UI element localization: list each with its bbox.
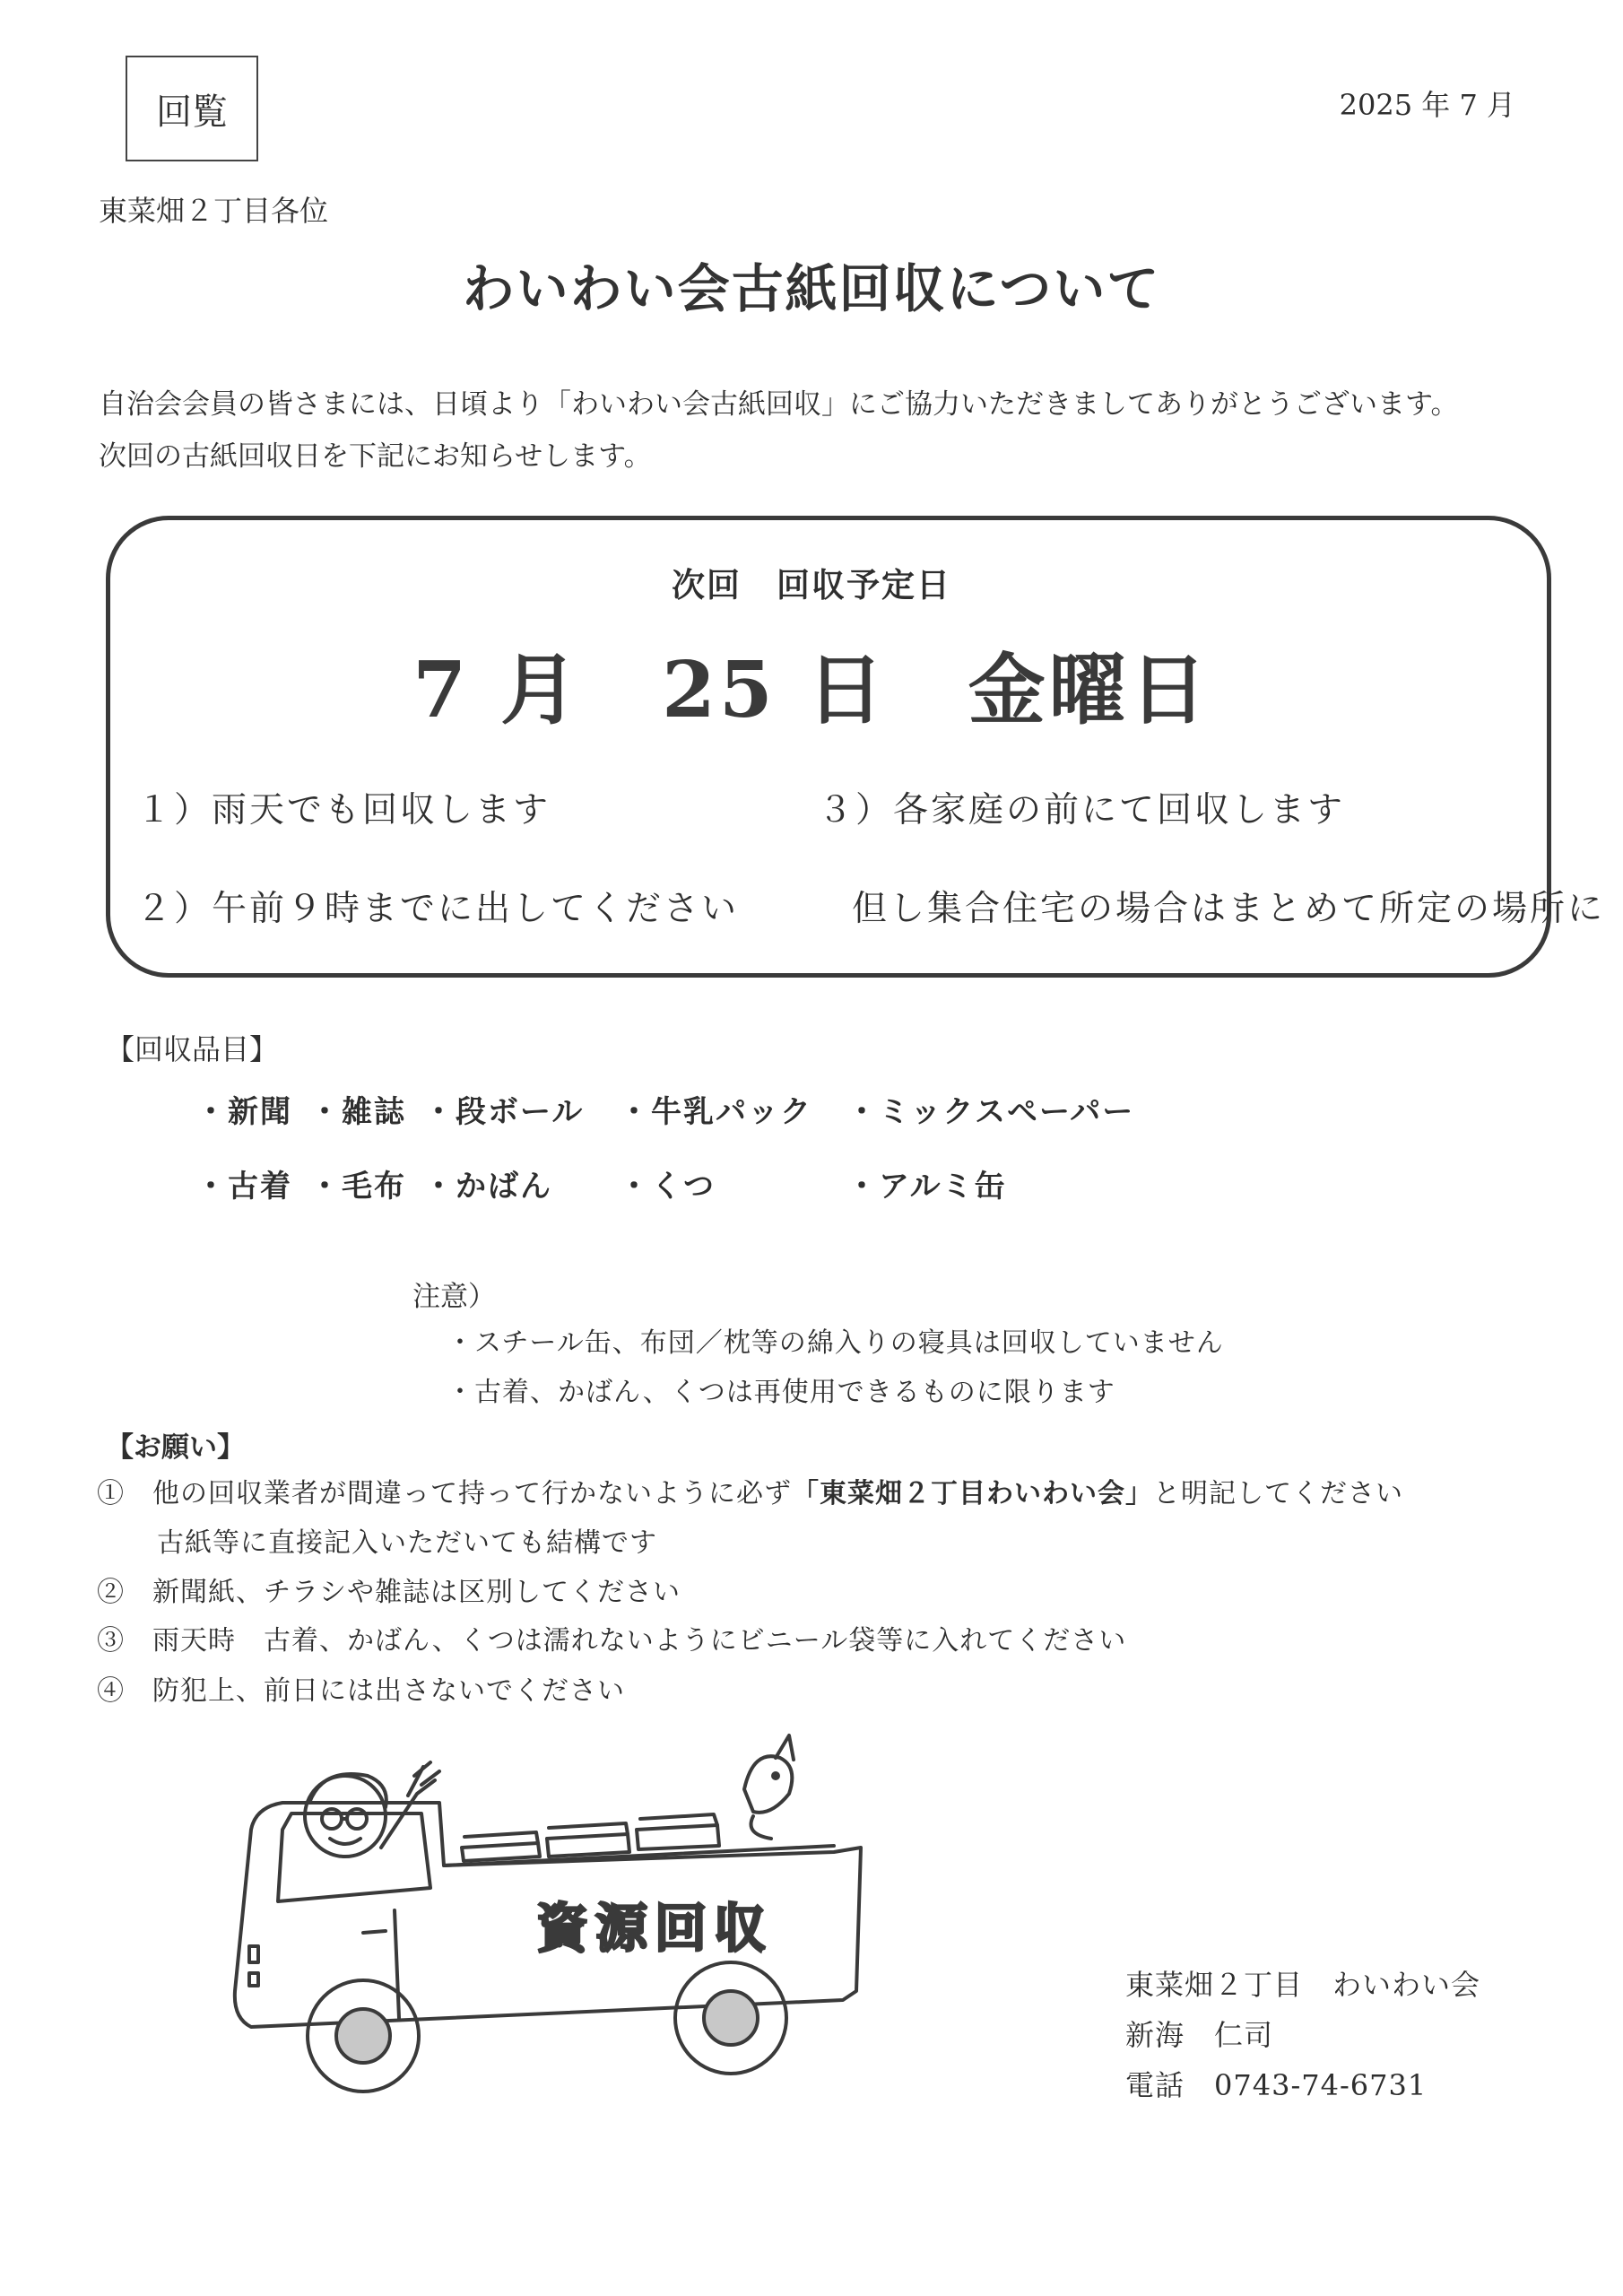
collection-item: ・毛布 [309,1169,406,1205]
caution-line: ・スチール缶、布団／枕等の綿入りの寝具は回収していません [447,1327,1224,1359]
request-emphasis: 「東菜畑２丁目わいわい会」 [792,1478,1153,1509]
document-title: わいわい会古紙回収について [462,258,1161,319]
schedule-label: 次回 回収予定日 [672,565,951,604]
schedule-note: ３）各家庭の前にて回収します [818,790,1346,831]
addressee: 東菜畑２丁目各位 [99,194,329,228]
collection-item: ・新聞 [195,1094,292,1130]
request-item: ② 新聞紙、チラシや雑誌は区別してください [97,1577,681,1608]
collection-item: ・アルミ缶 [846,1169,1007,1205]
collection-item: ・かばん [423,1169,552,1205]
request-item [97,1471,1403,1510]
collection-item: ・ミックスペーパー [846,1094,1135,1130]
intro-line: 自治会会員の皆さまには、日頃より「わいわい会古紙回収」にご協力いただきましてありがとうございます。 [99,388,1459,421]
request-text: と明記してください [1153,1478,1403,1509]
schedule-date: 7 月 25 日 金曜日 [412,645,1211,735]
request-text: ① 他の回収業者が間違って持って行かないように必ず [97,1478,792,1509]
sender-phone: 電話 0743-74-6731 [1125,2068,1428,2102]
caution-heading: 注意） [412,1281,496,1313]
circulation-stamp: 回覧 [126,56,258,161]
request-item: ④ 防犯上、前日には出さないでください [97,1675,625,1707]
schedule-note: １）雨天でも回収します [136,790,551,831]
truck-label: 資源回収 [535,1898,774,1959]
collection-item: ・段ボール [423,1094,585,1130]
sender-name: 新海 仁司 [1125,2018,1274,2052]
caution-line: ・古着、かばん、くつは再使用できるものに限ります [447,1377,1115,1408]
collection-item: ・古着 [195,1169,292,1205]
intro-line: 次回の古紙回収日を下記にお知らせします。 [99,440,652,473]
collection-item: ・雑誌 [309,1094,406,1130]
request-item: ③ 雨天時 古着、かばん、くつは濡れないようにビニール袋等に入れてください [97,1625,1127,1657]
requests-heading: 【お願い】 [106,1431,245,1464]
items-heading: 【回収品目】 [106,1032,279,1066]
request-continuation: 古紙等に直接記入いただいても結構です [157,1527,657,1559]
collection-item: ・くつ [619,1169,716,1205]
schedule-note: 但し集合住宅の場合はまとめて所定の場所に [852,889,1606,929]
issue-date: 2025 年 7 月 [1339,88,1515,122]
collection-item: ・牛乳パック [619,1094,812,1130]
recycling-truck-illustration [215,1731,897,2135]
schedule-note: ２）午前９時までに出してください [136,889,740,929]
sender-organization: 東菜畑２丁目 わいわい会 [1125,1968,1481,2002]
